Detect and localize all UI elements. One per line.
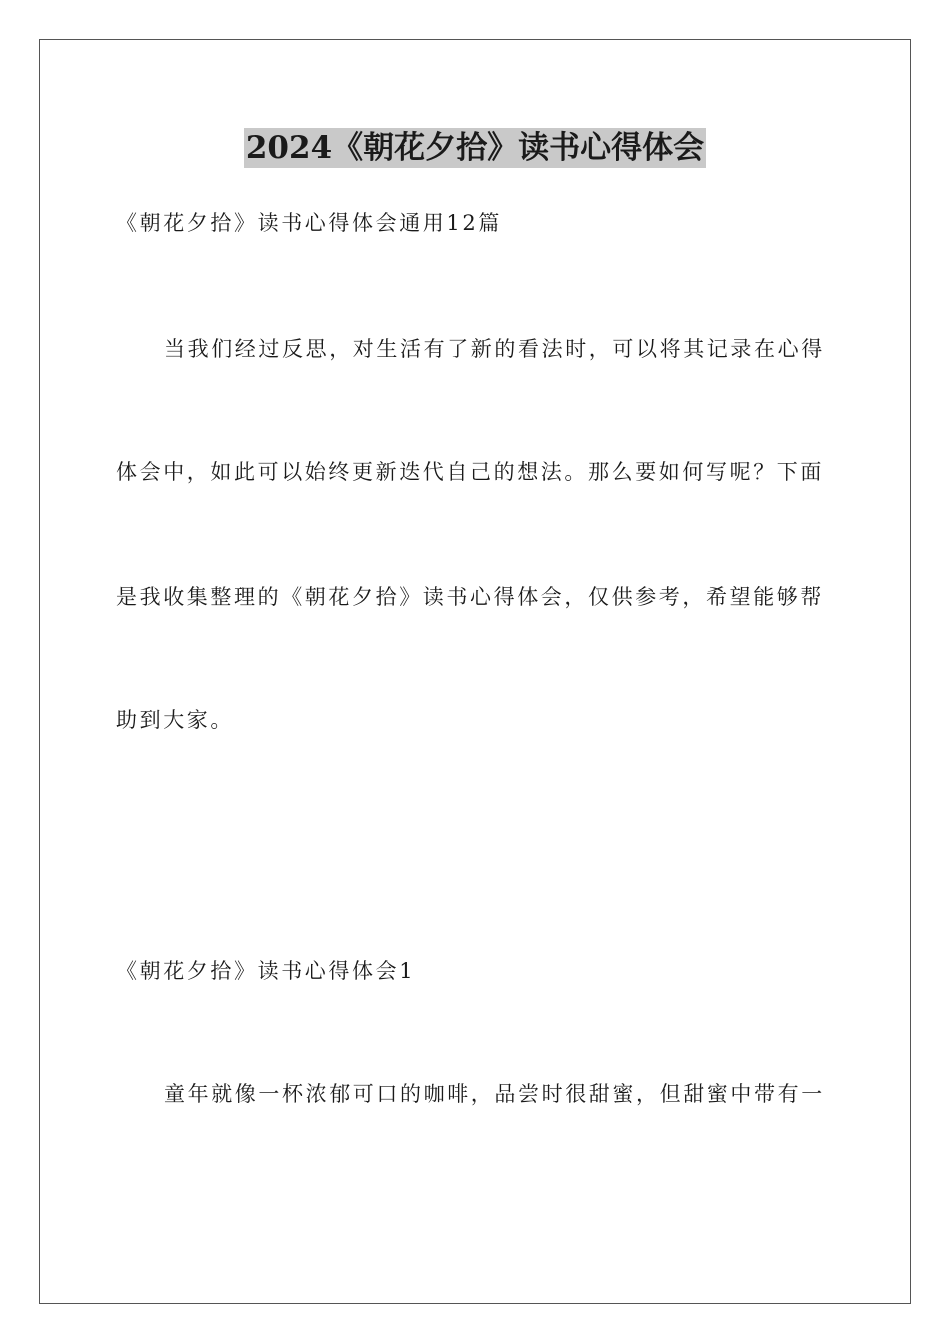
section-heading: 《朝花夕拾》读书心得体会1 — [116, 959, 416, 983]
intro-line-2: 体会中，如此可以始终更新迭代自己的想法。那么要如何写呢？下面 — [116, 460, 824, 484]
intro-line-1: 当我们经过反思，对生活有了新的看法时，可以将其记录在心得 — [164, 337, 825, 361]
intro-line-4: 助到大家。 — [116, 708, 234, 732]
title-container — [0, 128, 950, 168]
document-subtitle: 《朝花夕拾》读书心得体会通用12篇 — [116, 211, 502, 235]
section-paragraph-line: 童年就像一杯浓郁可口的咖啡，品尝时很甜蜜，但甜蜜中带有一 — [164, 1082, 825, 1106]
intro-line-3: 是我收集整理的《朝花夕拾》读书心得体会，仅供参考，希望能够帮 — [116, 585, 824, 609]
document-title: 2024《朝花夕拾》读书心得体会 — [245, 130, 705, 166]
